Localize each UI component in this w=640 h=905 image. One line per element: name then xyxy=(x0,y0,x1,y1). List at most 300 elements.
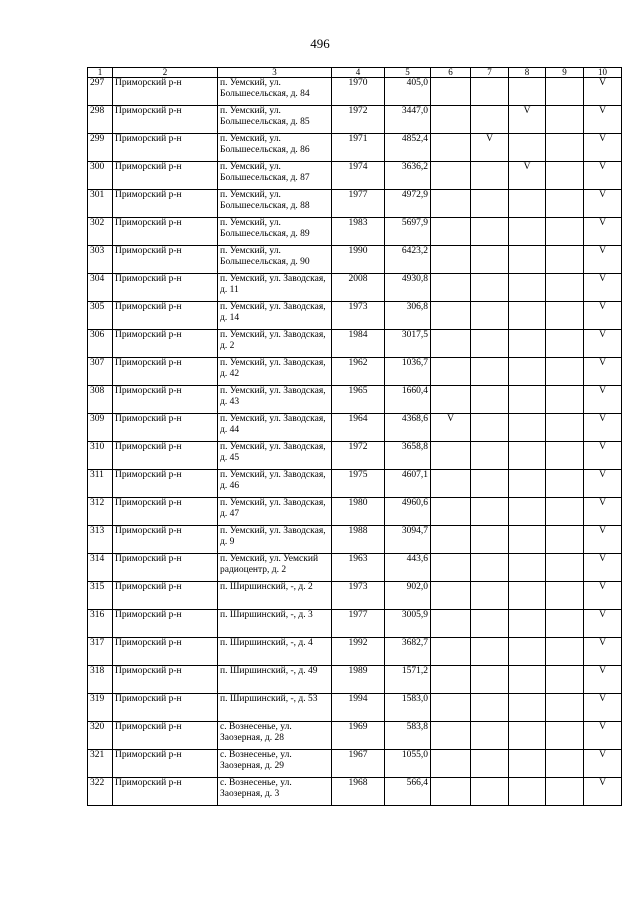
col6-mark-cell xyxy=(431,78,471,106)
col7-mark-cell xyxy=(471,78,509,106)
col10-mark-cell: V xyxy=(584,750,622,778)
col9-mark-cell xyxy=(546,442,584,470)
col7-mark-cell xyxy=(471,330,509,358)
col9-mark-cell xyxy=(546,218,584,246)
year-cell: 1992 xyxy=(332,638,385,666)
col9-mark-cell xyxy=(546,162,584,190)
col6-mark-cell xyxy=(431,442,471,470)
district-cell: Приморский р-н xyxy=(113,302,218,330)
year-cell: 1973 xyxy=(332,302,385,330)
table-row xyxy=(88,554,622,582)
col7-mark-cell xyxy=(471,526,509,554)
row-number-cell: 311 xyxy=(88,470,113,498)
district-cell: Приморский р-н xyxy=(113,666,218,694)
row-number-cell: 318 xyxy=(88,666,113,694)
col6-mark-cell xyxy=(431,582,471,610)
address-cell: п. Уемский, ул. Большесельская, д. 86 xyxy=(218,134,332,162)
table-row xyxy=(88,610,622,638)
col8-mark-cell xyxy=(509,442,546,470)
col8-mark-cell xyxy=(509,554,546,582)
year-cell: 1962 xyxy=(332,358,385,386)
col7-mark-cell xyxy=(471,470,509,498)
col9-mark-cell xyxy=(546,190,584,218)
col9-mark-cell xyxy=(546,694,584,722)
col9-mark-cell xyxy=(546,526,584,554)
row-number-cell: 297 xyxy=(88,78,113,106)
table-row xyxy=(88,246,622,274)
row-number-cell: 321 xyxy=(88,750,113,778)
area-cell: 3682,7 xyxy=(385,638,431,666)
col8-mark-cell: V xyxy=(509,106,546,134)
col6-mark-cell xyxy=(431,526,471,554)
col6-mark-cell xyxy=(431,162,471,190)
district-cell: Приморский р-н xyxy=(113,190,218,218)
area-cell: 4960,6 xyxy=(385,498,431,526)
col7-mark-cell xyxy=(471,246,509,274)
col8-mark-cell xyxy=(509,414,546,442)
area-cell: 902,0 xyxy=(385,582,431,610)
col9-mark-cell xyxy=(546,358,584,386)
col6-mark-cell xyxy=(431,554,471,582)
col9-mark-cell xyxy=(546,414,584,442)
col6-mark-cell xyxy=(431,218,471,246)
table-body xyxy=(88,78,622,806)
area-cell: 3658,8 xyxy=(385,442,431,470)
year-cell: 1969 xyxy=(332,722,385,750)
col10-mark-cell: V xyxy=(584,246,622,274)
year-cell: 1983 xyxy=(332,218,385,246)
table-row xyxy=(88,78,622,106)
col10-mark-cell: V xyxy=(584,442,622,470)
year-cell: 1967 xyxy=(332,750,385,778)
district-cell: Приморский р-н xyxy=(113,470,218,498)
col6-mark-cell xyxy=(431,638,471,666)
col10-mark-cell: V xyxy=(584,414,622,442)
year-cell: 1972 xyxy=(332,442,385,470)
row-number-cell: 304 xyxy=(88,274,113,302)
col8-mark-cell xyxy=(509,134,546,162)
row-number-cell: 305 xyxy=(88,302,113,330)
col8-mark-cell xyxy=(509,274,546,302)
year-cell: 1963 xyxy=(332,554,385,582)
address-cell: п. Уемский, ул. Заводская, д. 47 xyxy=(218,498,332,526)
address-cell: п. Уемский, ул. Большесельская, д. 89 xyxy=(218,218,332,246)
col10-mark-cell: V xyxy=(584,526,622,554)
col9-mark-cell xyxy=(546,666,584,694)
table-row xyxy=(88,722,622,750)
col10-mark-cell: V xyxy=(584,582,622,610)
col8-mark-cell xyxy=(509,526,546,554)
col8-mark-cell xyxy=(509,498,546,526)
col6-mark-cell xyxy=(431,246,471,274)
col10-mark-cell: V xyxy=(584,554,622,582)
col10-mark-cell: V xyxy=(584,638,622,666)
address-cell: п. Уемский, ул. Заводская, д. 46 xyxy=(218,470,332,498)
row-number-cell: 317 xyxy=(88,638,113,666)
address-cell: п. Ширшинский, -, д. 49 xyxy=(218,666,332,694)
col9-mark-cell xyxy=(546,610,584,638)
col9-mark-cell xyxy=(546,722,584,750)
address-cell: п. Ширшинский, -, д. 53 xyxy=(218,694,332,722)
col6-mark-cell xyxy=(431,694,471,722)
year-cell: 1990 xyxy=(332,246,385,274)
table-row xyxy=(88,386,622,414)
col7-mark-cell xyxy=(471,414,509,442)
year-cell: 1971 xyxy=(332,134,385,162)
col8-mark-cell xyxy=(509,750,546,778)
year-cell: 1977 xyxy=(332,610,385,638)
district-cell: Приморский р-н xyxy=(113,218,218,246)
col10-mark-cell: V xyxy=(584,330,622,358)
address-cell: п. Ширшинский, -, д. 2 xyxy=(218,582,332,610)
col6-mark-cell xyxy=(431,610,471,638)
col7-mark-cell xyxy=(471,778,509,806)
col8-mark-cell xyxy=(509,582,546,610)
col6-mark-cell xyxy=(431,778,471,806)
row-number-cell: 298 xyxy=(88,106,113,134)
table-row xyxy=(88,694,622,722)
column-header-4: 4 xyxy=(332,68,385,78)
area-cell: 566,4 xyxy=(385,778,431,806)
col10-mark-cell: V xyxy=(584,106,622,134)
col8-mark-cell xyxy=(509,638,546,666)
table-row xyxy=(88,190,622,218)
col9-mark-cell xyxy=(546,246,584,274)
area-cell: 3636,2 xyxy=(385,162,431,190)
row-number-cell: 319 xyxy=(88,694,113,722)
address-cell: п. Уемский, ул. Заводская, д. 42 xyxy=(218,358,332,386)
row-number-cell: 320 xyxy=(88,722,113,750)
col9-mark-cell xyxy=(546,106,584,134)
col10-mark-cell: V xyxy=(584,358,622,386)
col9-mark-cell xyxy=(546,470,584,498)
address-cell: п. Уемский, ул. Большесельская, д. 90 xyxy=(218,246,332,274)
col7-mark-cell xyxy=(471,694,509,722)
col8-mark-cell xyxy=(509,666,546,694)
col8-mark-cell xyxy=(509,78,546,106)
area-cell: 306,8 xyxy=(385,302,431,330)
col9-mark-cell xyxy=(546,778,584,806)
address-cell: с. Вознесенье, ул. Заозерная, д. 28 xyxy=(218,722,332,750)
col7-mark-cell xyxy=(471,750,509,778)
row-number-cell: 308 xyxy=(88,386,113,414)
col10-mark-cell: V xyxy=(584,470,622,498)
year-cell: 1968 xyxy=(332,778,385,806)
area-cell: 4852,4 xyxy=(385,134,431,162)
col8-mark-cell xyxy=(509,386,546,414)
col8-mark-cell xyxy=(509,190,546,218)
col8-mark-cell xyxy=(509,302,546,330)
area-cell: 1583,0 xyxy=(385,694,431,722)
table-row xyxy=(88,526,622,554)
col8-mark-cell xyxy=(509,470,546,498)
col8-mark-cell xyxy=(509,218,546,246)
year-cell: 1974 xyxy=(332,162,385,190)
district-cell: Приморский р-н xyxy=(113,722,218,750)
district-cell: Приморский р-н xyxy=(113,526,218,554)
col6-mark-cell xyxy=(431,302,471,330)
col9-mark-cell xyxy=(546,638,584,666)
district-cell: Приморский р-н xyxy=(113,358,218,386)
col7-mark-cell xyxy=(471,554,509,582)
row-number-cell: 312 xyxy=(88,498,113,526)
col7-mark-cell xyxy=(471,638,509,666)
district-cell: Приморский р-н xyxy=(113,106,218,134)
row-number-cell: 302 xyxy=(88,218,113,246)
col8-mark-cell: V xyxy=(509,162,546,190)
area-cell: 583,8 xyxy=(385,722,431,750)
table-row xyxy=(88,470,622,498)
col10-mark-cell: V xyxy=(584,190,622,218)
district-cell: Приморский р-н xyxy=(113,582,218,610)
district-cell: Приморский р-н xyxy=(113,610,218,638)
district-cell: Приморский р-н xyxy=(113,134,218,162)
address-cell: п. Уемский, ул. Большесельская, д. 88 xyxy=(218,190,332,218)
district-cell: Приморский р-н xyxy=(113,246,218,274)
area-cell: 6423,2 xyxy=(385,246,431,274)
table-row xyxy=(88,134,622,162)
col7-mark-cell xyxy=(471,302,509,330)
col10-mark-cell: V xyxy=(584,666,622,694)
table-row xyxy=(88,442,622,470)
area-cell: 1036,7 xyxy=(385,358,431,386)
area-cell: 1660,4 xyxy=(385,386,431,414)
table-row xyxy=(88,582,622,610)
table-row xyxy=(88,162,622,190)
year-cell: 1973 xyxy=(332,582,385,610)
year-cell: 1988 xyxy=(332,526,385,554)
row-number-cell: 313 xyxy=(88,526,113,554)
col10-mark-cell: V xyxy=(584,134,622,162)
address-cell: п. Уемский, ул. Заводская, д. 11 xyxy=(218,274,332,302)
year-cell: 1989 xyxy=(332,666,385,694)
district-cell: Приморский р-н xyxy=(113,694,218,722)
year-cell: 1977 xyxy=(332,190,385,218)
area-cell: 3447,0 xyxy=(385,106,431,134)
year-cell: 1980 xyxy=(332,498,385,526)
col6-mark-cell xyxy=(431,358,471,386)
col10-mark-cell: V xyxy=(584,218,622,246)
row-number-cell: 307 xyxy=(88,358,113,386)
col9-mark-cell xyxy=(546,582,584,610)
area-cell: 3094,7 xyxy=(385,526,431,554)
col9-mark-cell xyxy=(546,554,584,582)
col9-mark-cell xyxy=(546,330,584,358)
year-cell: 1972 xyxy=(332,106,385,134)
col7-mark-cell xyxy=(471,190,509,218)
table-row xyxy=(88,218,622,246)
col9-mark-cell xyxy=(546,78,584,106)
table-row xyxy=(88,358,622,386)
column-header-8: 8 xyxy=(509,68,546,78)
col7-mark-cell xyxy=(471,498,509,526)
col7-mark-cell xyxy=(471,274,509,302)
year-cell: 1965 xyxy=(332,386,385,414)
table-row xyxy=(88,274,622,302)
district-cell: Приморский р-н xyxy=(113,638,218,666)
table-row xyxy=(88,666,622,694)
col10-mark-cell: V xyxy=(584,302,622,330)
col7-mark-cell xyxy=(471,218,509,246)
col6-mark-cell xyxy=(431,750,471,778)
col10-mark-cell: V xyxy=(584,78,622,106)
address-cell: п. Уемский, ул. Заводская, д. 45 xyxy=(218,442,332,470)
col9-mark-cell xyxy=(546,750,584,778)
col6-mark-cell xyxy=(431,134,471,162)
col7-mark-cell xyxy=(471,610,509,638)
column-header-7: 7 xyxy=(471,68,509,78)
table-row xyxy=(88,498,622,526)
address-cell: п. Ширшинский, -, д. 3 xyxy=(218,610,332,638)
row-number-cell: 310 xyxy=(88,442,113,470)
column-header-9: 9 xyxy=(546,68,584,78)
district-cell: Приморский р-н xyxy=(113,386,218,414)
address-cell: п. Уемский, ул. Большесельская, д. 87 xyxy=(218,162,332,190)
district-cell: Приморский р-н xyxy=(113,750,218,778)
address-cell: с. Вознесенье, ул. Заозерная, д. 3 xyxy=(218,778,332,806)
table-row xyxy=(88,778,622,806)
address-cell: п. Уемский, ул. Большесельская, д. 85 xyxy=(218,106,332,134)
col7-mark-cell xyxy=(471,358,509,386)
col7-mark-cell xyxy=(471,666,509,694)
column-header-10: 10 xyxy=(584,68,622,78)
col7-mark-cell: V xyxy=(471,134,509,162)
col6-mark-cell xyxy=(431,190,471,218)
housing-registry-table xyxy=(87,67,622,806)
column-header-2: 2 xyxy=(113,68,218,78)
row-number-cell: 315 xyxy=(88,582,113,610)
year-cell: 1964 xyxy=(332,414,385,442)
district-cell: Приморский р-н xyxy=(113,162,218,190)
col6-mark-cell: V xyxy=(431,414,471,442)
area-cell: 405,0 xyxy=(385,78,431,106)
col7-mark-cell xyxy=(471,582,509,610)
area-cell: 5697,9 xyxy=(385,218,431,246)
col6-mark-cell xyxy=(431,470,471,498)
col7-mark-cell xyxy=(471,386,509,414)
col6-mark-cell xyxy=(431,274,471,302)
col10-mark-cell: V xyxy=(584,162,622,190)
col8-mark-cell xyxy=(509,778,546,806)
address-cell: п. Уемский, ул. Заводская, д. 14 xyxy=(218,302,332,330)
table-row xyxy=(88,638,622,666)
row-number-cell: 303 xyxy=(88,246,113,274)
area-cell: 4972,9 xyxy=(385,190,431,218)
row-number-cell: 314 xyxy=(88,554,113,582)
col6-mark-cell xyxy=(431,666,471,694)
column-header-3: 3 xyxy=(218,68,332,78)
table-row xyxy=(88,330,622,358)
col7-mark-cell xyxy=(471,442,509,470)
table-row xyxy=(88,414,622,442)
row-number-cell: 299 xyxy=(88,134,113,162)
address-cell: п. Ширшинский, -, д. 4 xyxy=(218,638,332,666)
col8-mark-cell xyxy=(509,330,546,358)
row-number-cell: 300 xyxy=(88,162,113,190)
year-cell: 1970 xyxy=(332,78,385,106)
col7-mark-cell xyxy=(471,722,509,750)
address-cell: п. Уемский, ул. Заводская, д. 43 xyxy=(218,386,332,414)
area-cell: 1055,0 xyxy=(385,750,431,778)
area-cell: 443,6 xyxy=(385,554,431,582)
area-cell: 4930,8 xyxy=(385,274,431,302)
area-cell: 3005,9 xyxy=(385,610,431,638)
col8-mark-cell xyxy=(509,246,546,274)
col10-mark-cell: V xyxy=(584,274,622,302)
col10-mark-cell: V xyxy=(584,722,622,750)
year-cell: 2008 xyxy=(332,274,385,302)
col6-mark-cell xyxy=(431,498,471,526)
address-cell: п. Уемский, ул. Заводская, д. 44 xyxy=(218,414,332,442)
row-number-cell: 316 xyxy=(88,610,113,638)
col10-mark-cell: V xyxy=(584,778,622,806)
district-cell: Приморский р-н xyxy=(113,554,218,582)
table-header-row xyxy=(88,68,622,78)
row-number-cell: 309 xyxy=(88,414,113,442)
row-number-cell: 301 xyxy=(88,190,113,218)
column-header-1: 1 xyxy=(88,68,113,78)
col9-mark-cell xyxy=(546,386,584,414)
col6-mark-cell xyxy=(431,106,471,134)
col8-mark-cell xyxy=(509,358,546,386)
district-cell: Приморский р-н xyxy=(113,498,218,526)
address-cell: с. Вознесенье, ул. Заозерная, д. 29 xyxy=(218,750,332,778)
table-row xyxy=(88,106,622,134)
district-cell: Приморский р-н xyxy=(113,414,218,442)
district-cell: Приморский р-н xyxy=(113,78,218,106)
col8-mark-cell xyxy=(509,694,546,722)
col10-mark-cell: V xyxy=(584,694,622,722)
col6-mark-cell xyxy=(431,330,471,358)
district-cell: Приморский р-н xyxy=(113,330,218,358)
address-cell: п. Уемский, ул. Заводская, д. 9 xyxy=(218,526,332,554)
col9-mark-cell xyxy=(546,498,584,526)
col7-mark-cell xyxy=(471,162,509,190)
col6-mark-cell xyxy=(431,386,471,414)
col7-mark-cell xyxy=(471,106,509,134)
area-cell: 3017,5 xyxy=(385,330,431,358)
col9-mark-cell xyxy=(546,134,584,162)
district-cell: Приморский р-н xyxy=(113,274,218,302)
area-cell: 1571,2 xyxy=(385,666,431,694)
column-header-6: 6 xyxy=(431,68,471,78)
col6-mark-cell xyxy=(431,722,471,750)
col8-mark-cell xyxy=(509,610,546,638)
column-header-5: 5 xyxy=(385,68,431,78)
col10-mark-cell: V xyxy=(584,610,622,638)
col9-mark-cell xyxy=(546,302,584,330)
district-cell: Приморский р-н xyxy=(113,442,218,470)
address-cell: п. Уемский, ул. Заводская, д. 2 xyxy=(218,330,332,358)
year-cell: 1984 xyxy=(332,330,385,358)
row-number-cell: 322 xyxy=(88,778,113,806)
address-cell: п. Уемский, ул. Большесельская, д. 84 xyxy=(218,78,332,106)
year-cell: 1994 xyxy=(332,694,385,722)
table-row xyxy=(88,302,622,330)
table-row xyxy=(88,750,622,778)
address-cell: п. Уемский, ул. Уемский радиоцентр, д. 2 xyxy=(218,554,332,582)
row-number-cell: 306 xyxy=(88,330,113,358)
col8-mark-cell xyxy=(509,722,546,750)
col10-mark-cell: V xyxy=(584,386,622,414)
district-cell: Приморский р-н xyxy=(113,778,218,806)
year-cell: 1975 xyxy=(332,470,385,498)
page-number: 496 xyxy=(310,36,330,51)
col9-mark-cell xyxy=(546,274,584,302)
area-cell: 4368,6 xyxy=(385,414,431,442)
col10-mark-cell: V xyxy=(584,498,622,526)
area-cell: 4607,1 xyxy=(385,470,431,498)
